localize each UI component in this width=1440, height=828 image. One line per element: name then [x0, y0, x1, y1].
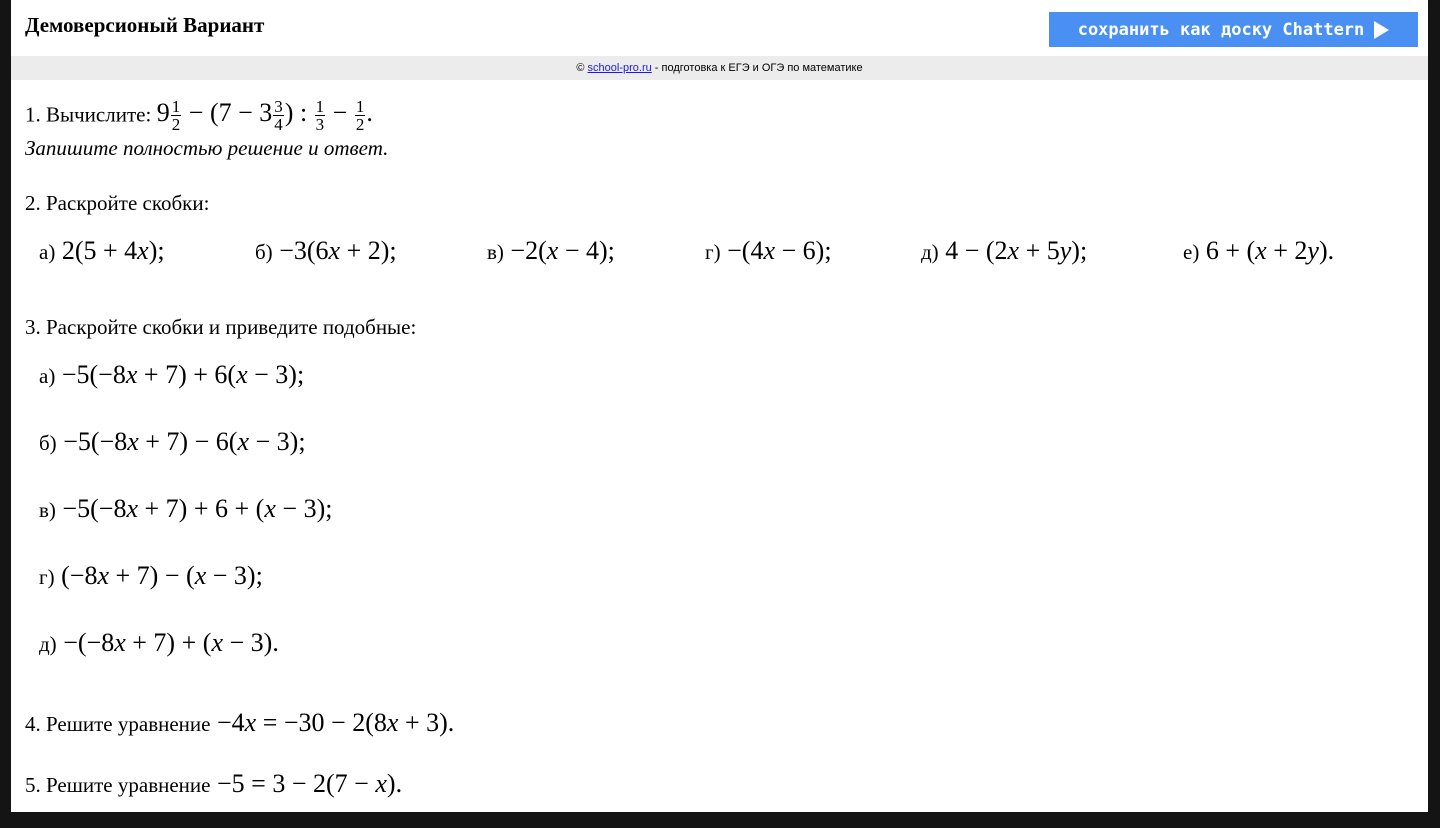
- document-sheet: [11, 0, 1428, 812]
- play-icon: [1374, 21, 1389, 39]
- task-2-item: [705, 236, 832, 266]
- task-2-item: [1183, 236, 1334, 266]
- item-expression: 4 − (2x + 5y);: [945, 236, 1088, 265]
- item-letter: а): [39, 240, 56, 264]
- item-expression: −5(−8x + 7) + 6(x − 3);: [61, 360, 305, 389]
- item-letter: г): [39, 565, 55, 589]
- task-3-item: [39, 427, 306, 457]
- item-expression: −5(−8x + 7) − 6(x − 3);: [63, 427, 306, 456]
- task-3-item: [39, 494, 332, 524]
- item-letter: б): [255, 240, 273, 264]
- task-4-label: 4. Решите уравнение: [25, 712, 211, 736]
- copyright-symbol: ©: [576, 62, 585, 74]
- save-as-chattern-board-button[interactable]: [1049, 12, 1418, 47]
- task-5-label: 5. Решите уравнение: [25, 773, 211, 797]
- item-letter: д): [921, 240, 939, 264]
- task-3-label-text: 3. Раскройте скобки и приведите подобные:: [25, 315, 417, 339]
- task-3-item: [39, 360, 304, 390]
- item-letter: а): [39, 364, 56, 388]
- task-2-item: [921, 236, 1087, 266]
- item-expression: −3(6x + 2);: [279, 236, 397, 265]
- item-expression: 2(5 + 4x);: [61, 236, 165, 265]
- task-1-note: Запишите полностью решение и ответ.: [25, 136, 389, 160]
- task-4-expression: −4x = −30 − 2(8x + 3).: [216, 708, 455, 737]
- task-2-label: [25, 190, 209, 216]
- item-expression: −5(−8x + 7) + 6 + (x − 3);: [62, 494, 333, 523]
- task-5: [25, 769, 402, 799]
- task-3-item: [39, 628, 279, 658]
- school-pro-link[interactable]: school-pro.ru: [587, 62, 652, 74]
- item-letter: е): [1183, 240, 1200, 264]
- task-1-label: 1. Вычислите:: [25, 102, 152, 127]
- task-2-item: [487, 236, 615, 266]
- item-expression: 6 + (x + 2y).: [1205, 236, 1335, 265]
- credit-text: - подготовка к ЕГЭ и ОГЭ по математике: [651, 62, 863, 74]
- item-letter: в): [39, 498, 56, 522]
- item-expression: −(4x − 6);: [727, 236, 832, 265]
- task-3-item: [39, 561, 263, 591]
- task-5-expression: −5 = 3 − 2(7 − x).: [216, 769, 403, 798]
- task-1-expression: 9 $\frac{1}{2}$ − (7 − 3 $\frac{3}{4}$ ) : $\frac{1}{3}$ − $\frac{1}{2}$ .: [156, 97, 373, 134]
- save-button-label: сохранить как доску Chattern: [1077, 19, 1365, 40]
- task-2-label-text: 2. Раскройте скобки:: [25, 191, 210, 215]
- item-expression: −2(x − 4);: [510, 236, 615, 265]
- item-letter: в): [487, 240, 504, 264]
- item-letter: г): [705, 240, 721, 264]
- task-2-item: [39, 236, 165, 266]
- header: [11, 0, 1428, 56]
- item-expression: (−8x + 7) − (x − 3);: [61, 561, 263, 590]
- task-4: [25, 708, 454, 738]
- task-1: [25, 98, 373, 133]
- item-letter: б): [39, 431, 57, 455]
- item-letter: д): [39, 632, 57, 656]
- task-2-item: [255, 236, 397, 266]
- page-title: Демоверсионый Вариант: [25, 13, 265, 37]
- item-expression: −(−8x + 7) + (x − 3).: [63, 628, 279, 657]
- task-3-label: [25, 314, 416, 340]
- credit-bar: [11, 56, 1428, 80]
